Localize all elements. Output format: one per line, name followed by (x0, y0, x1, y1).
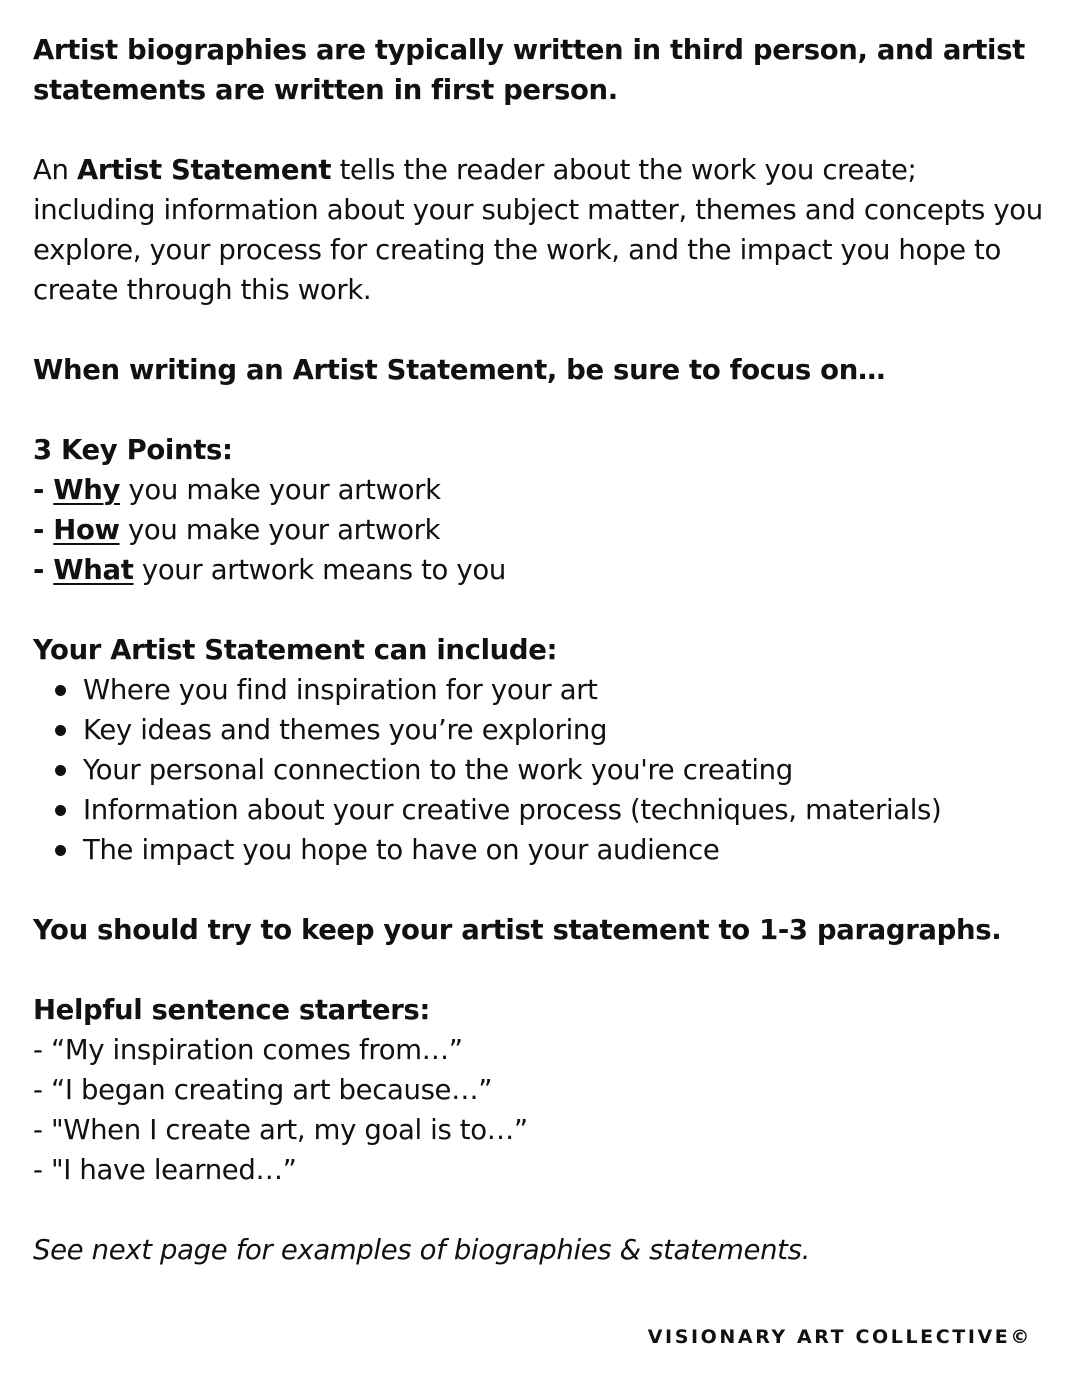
key-point-item (33, 510, 1043, 550)
list-item (83, 830, 1043, 870)
include-list (33, 670, 1043, 870)
key-point-dash: - (33, 474, 54, 506)
key-points-section (33, 430, 1043, 590)
bullet-icon (55, 725, 66, 736)
next-page-note: See next page for examples of biographies & statements. (33, 1234, 810, 1266)
key-point-text: you make your artwork (119, 514, 441, 546)
starter-item: - "When I create art, my goal is to…” (33, 1114, 528, 1146)
key-point-keyword: Why (53, 474, 121, 506)
starter-item: - “My inspiration comes from…” (33, 1034, 463, 1066)
definition-text: tells the reader about the work you create; including information about your subject matter, themes and concepts you explore, your process for creating the work, and the impact you hope to create through this work. (33, 154, 1043, 306)
list-item (83, 710, 1043, 750)
include-heading: Your Artist Statement can include: (33, 634, 558, 666)
brand-footer: VISIONARY ART COLLECTIVE© (647, 1326, 1032, 1348)
key-point-text: you make your artwork (120, 474, 441, 506)
definition-paragraph (33, 150, 1043, 310)
starter-item: - “I began creating art because…” (33, 1074, 493, 1106)
list-item-text: Your personal connection to the work you're creating (83, 754, 793, 786)
starter-item: - "I have learned…” (33, 1154, 297, 1186)
starters-section (33, 990, 1043, 1190)
spacer (33, 1190, 1043, 1230)
list-item (83, 790, 1043, 830)
spacer (33, 110, 1043, 150)
list-item-text: The impact you hope to have on your audience (83, 834, 720, 866)
list-item (83, 750, 1043, 790)
document-page (33, 30, 1043, 1270)
key-point-dash: - (33, 554, 54, 586)
bullet-icon (55, 765, 66, 776)
bullet-icon (55, 805, 66, 816)
list-item-text: Where you find inspiration for your art (83, 674, 598, 706)
spacer (33, 950, 1043, 990)
focus-heading: When writing an Artist Statement, be sure to focus on… (33, 354, 886, 386)
intro-line-2: statements are written in first person. (33, 74, 618, 106)
key-point-text: your artwork means to you (133, 554, 506, 586)
starters-heading: Helpful sentence starters: (33, 994, 431, 1026)
list-item-text: Information about your creative process (techniques, materials) (83, 794, 942, 826)
bullet-icon (55, 845, 66, 856)
spacer (33, 870, 1043, 910)
spacer (33, 310, 1043, 350)
definition-term: Artist Statement (76, 154, 332, 186)
intro-paragraph (33, 30, 1043, 110)
include-section (33, 630, 1043, 870)
list-item-text: Key ideas and themes you’re exploring (83, 714, 608, 746)
key-point-dash: - (33, 514, 54, 546)
key-point-item (33, 550, 1043, 590)
key-points-heading: 3 Key Points: (33, 434, 233, 466)
definition-prefix: An (33, 154, 77, 186)
intro-line-1: Artist biographies are typically written in third person, and artist (33, 34, 1025, 66)
key-point-keyword: How (53, 514, 120, 546)
key-point-keyword: What (53, 554, 134, 586)
list-item (83, 670, 1043, 710)
spacer (33, 590, 1043, 630)
key-point-item (33, 470, 1043, 510)
spacer (33, 390, 1043, 430)
bullet-icon (55, 685, 66, 696)
length-note: You should try to keep your artist statement to 1-3 paragraphs. (33, 914, 1002, 946)
